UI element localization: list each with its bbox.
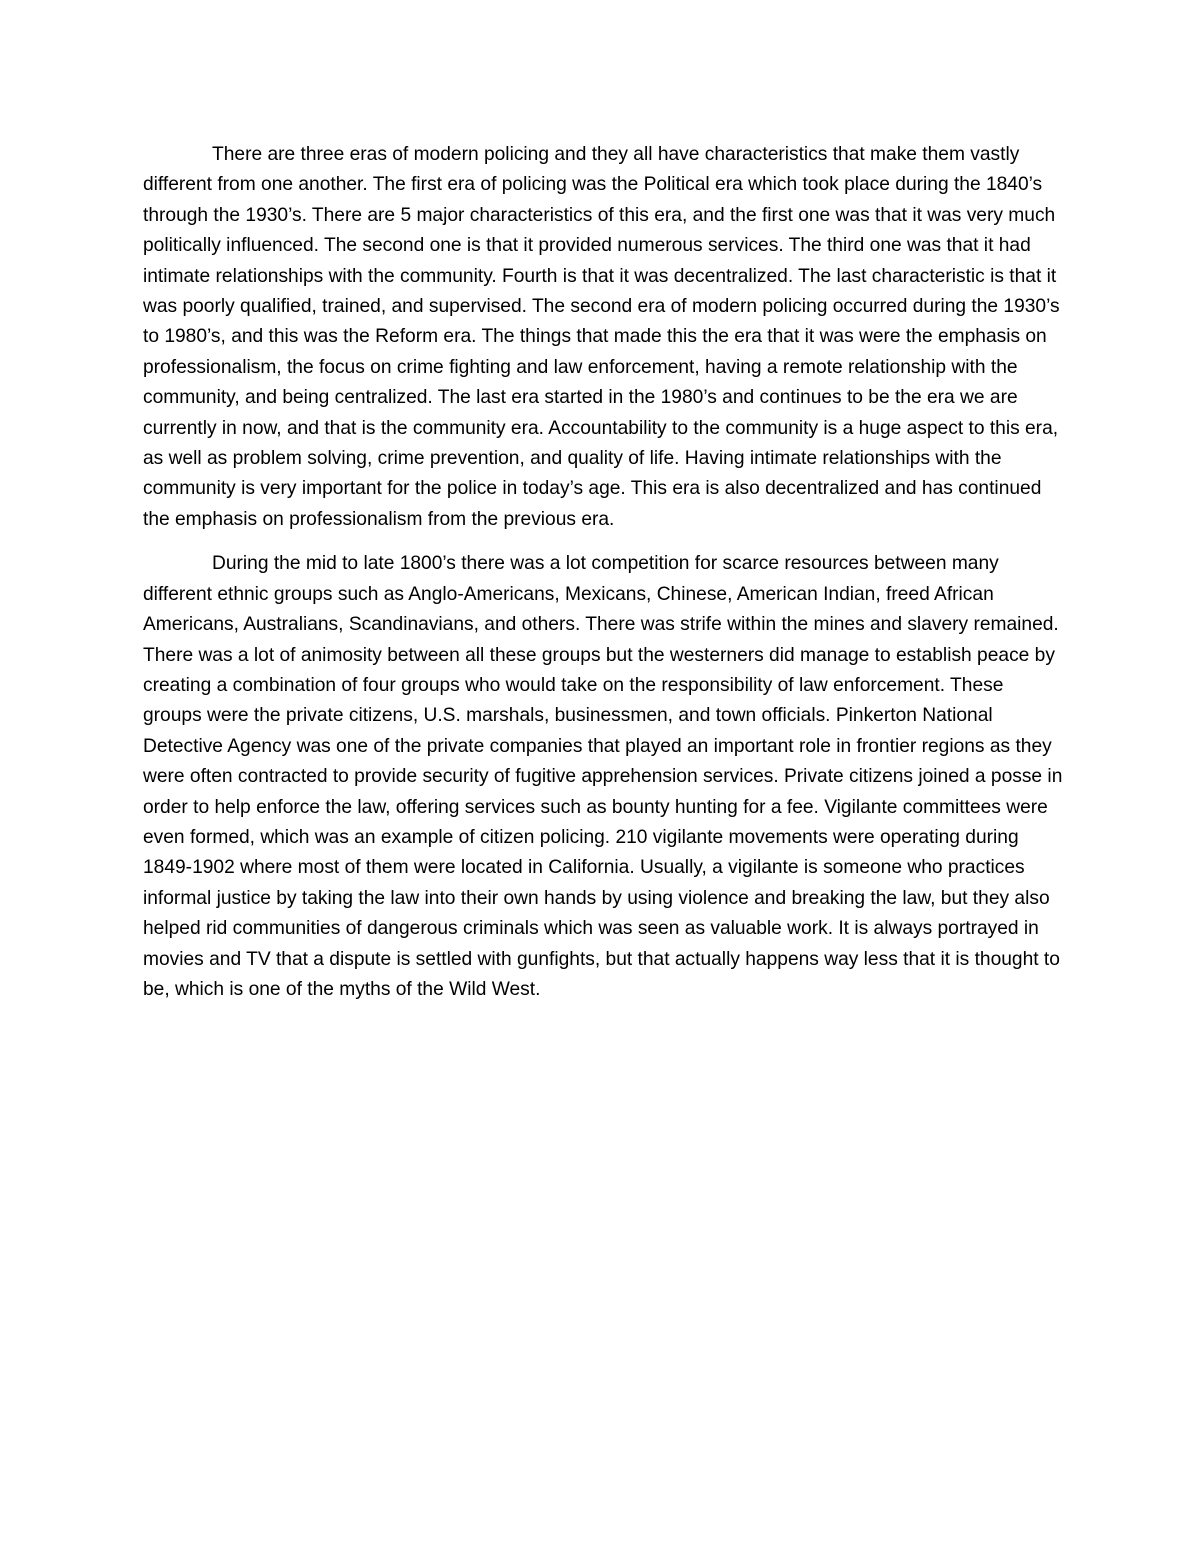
paragraph-policing-eras: There are three eras of modern policing and they all have characteristics that make them vastly different from one another. The first era of policing was the Political era which took place during the 1840’s through the 1930’s. There are 5 major characteristics of this era, and the first one was that it was very much politically influenced. The second one is that it provided numerous services. The third one was that it had intimate relationships with the community. Fourth is that it was decentralized. The last characteristic is that it was poorly qualified, trained, and supervised. The second era of modern policing occurred during the 1930’s to 1980’s, and this was the Reform era. The things that made this the era that it was were the emphasis on professionalism, the focus on crime fighting and law enforcement, having a remote relationship with the community, and being centralized. The last era started in the 1980’s and continues to be the era we are currently in now, and that is the community era. Accountability to the community is a huge aspect to this era, as well as problem solving, crime prevention, and quality of life. Having intimate relationships with the community is very important for the police in today’s age. This era is also decentralized and has continued the emphasis on professionalism from the previous era. [143, 144, 1060, 530]
paragraph-wild-west: During the mid to late 1800’s there was a lot competition for scarce resources between many different ethnic groups such as Anglo-Americans, Mexicans, Chinese, American Indian, freed African Americans, Australians, Scandinavians, and others. There was strife within the mines and slavery remained. There was a lot of animosity between all these groups but the westerners did manage to establish peace by creating a combination of four groups who would take on the responsibility of law enforcement. These groups were the private citizens, U.S. marshals, businessmen, and town officials. Pinkerton National Detective Agency was one of the private companies that played an important role in frontier regions as they were often contracted to provide security of fugitive apprehension services. Private citizens joined a posse in order to help enforce the law, offering services such as bounty hunting for a fee. Vigilante committees were even formed, which was an example of citizen policing. 210 vigilante movements were operating during 1849-1902 where most of them were located in California. Usually, a vigilante is someone who practices informal justice by taking the law into their own hands by using violence and breaking the law, but they also helped rid communities of dangerous criminals which was seen as valuable work. It is always portrayed in movies and TV that a dispute is settled with gunfights, but that actually happens way less that it is thought to be, which is one of the myths of the Wild West. [143, 553, 1063, 1000]
document-body [143, 140, 1063, 1019]
